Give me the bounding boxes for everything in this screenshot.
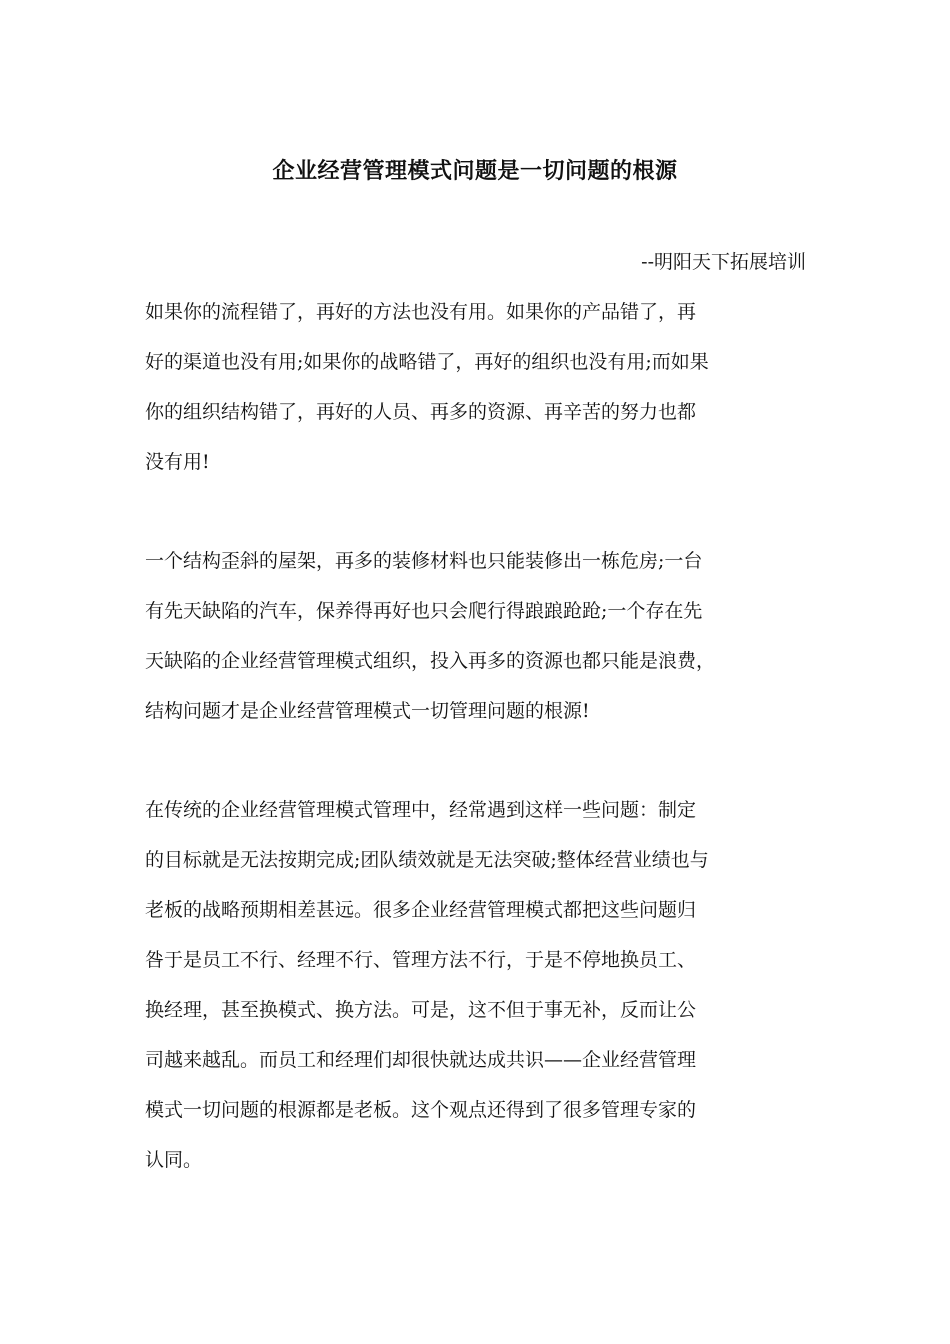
paragraph-line: 你的组织结构错了，再好的人员、再多的资源、再辛苦的努力也都: [145, 401, 697, 423]
paragraph-line: 没有用!: [145, 451, 210, 473]
paragraph-line: 的目标就是无法按期完成;团队绩效就是无法突破;整体经营业绩也与: [145, 849, 709, 871]
paragraph-1: [145, 287, 845, 487]
paragraph-line: 认同。: [145, 1149, 203, 1171]
paragraph-line: 天缺陷的企业经营管理模式组织，投入再多的资源也都只能是浪费，: [145, 650, 716, 672]
paragraph-2: [145, 536, 845, 736]
paragraph-line: 在传统的企业经营管理模式管理中，经常遇到这样一些问题：制定: [145, 799, 697, 821]
paragraph-line: 有先天缺陷的汽车，保养得再好也只会爬行得踉踉跄跄;一个存在先: [145, 600, 703, 622]
paragraph-line: 如果你的流程错了，再好的方法也没有用。如果你的产品错了，再: [145, 301, 697, 323]
paragraph-line: 一个结构歪斜的屋架，再多的装修材料也只能装修出一栋危房;一台: [145, 550, 703, 572]
paragraph-line: 好的渠道也没有用;如果你的战略错了，再好的组织也没有用;而如果: [145, 351, 709, 373]
paragraph-line: 换经理，甚至换模式、换方法。可是，这不但于事无补，反而让公: [145, 999, 697, 1021]
document-title: 企业经营管理模式问题是一切问题的根源: [272, 159, 678, 184]
paragraph-line: 结构问题才是企业经营管理模式一切管理问题的根源!: [145, 700, 590, 722]
paragraph-line: 模式一切问题的根源都是老板。这个观点还得到了很多管理专家的: [145, 1099, 697, 1121]
paragraph-3: [145, 785, 845, 1185]
paragraph-line: 老板的战略预期相差甚远。很多企业经营管理模式都把这些问题归: [145, 899, 697, 921]
document-byline: --明阳天下拓展培训: [641, 251, 806, 273]
paragraph-line: 司越来越乱。而员工和经理们却很快就达成共识——企业经营管理: [145, 1049, 697, 1071]
paragraph-line: 咎于是员工不行、经理不行、管理方法不行，于是不停地换员工、: [145, 949, 697, 971]
